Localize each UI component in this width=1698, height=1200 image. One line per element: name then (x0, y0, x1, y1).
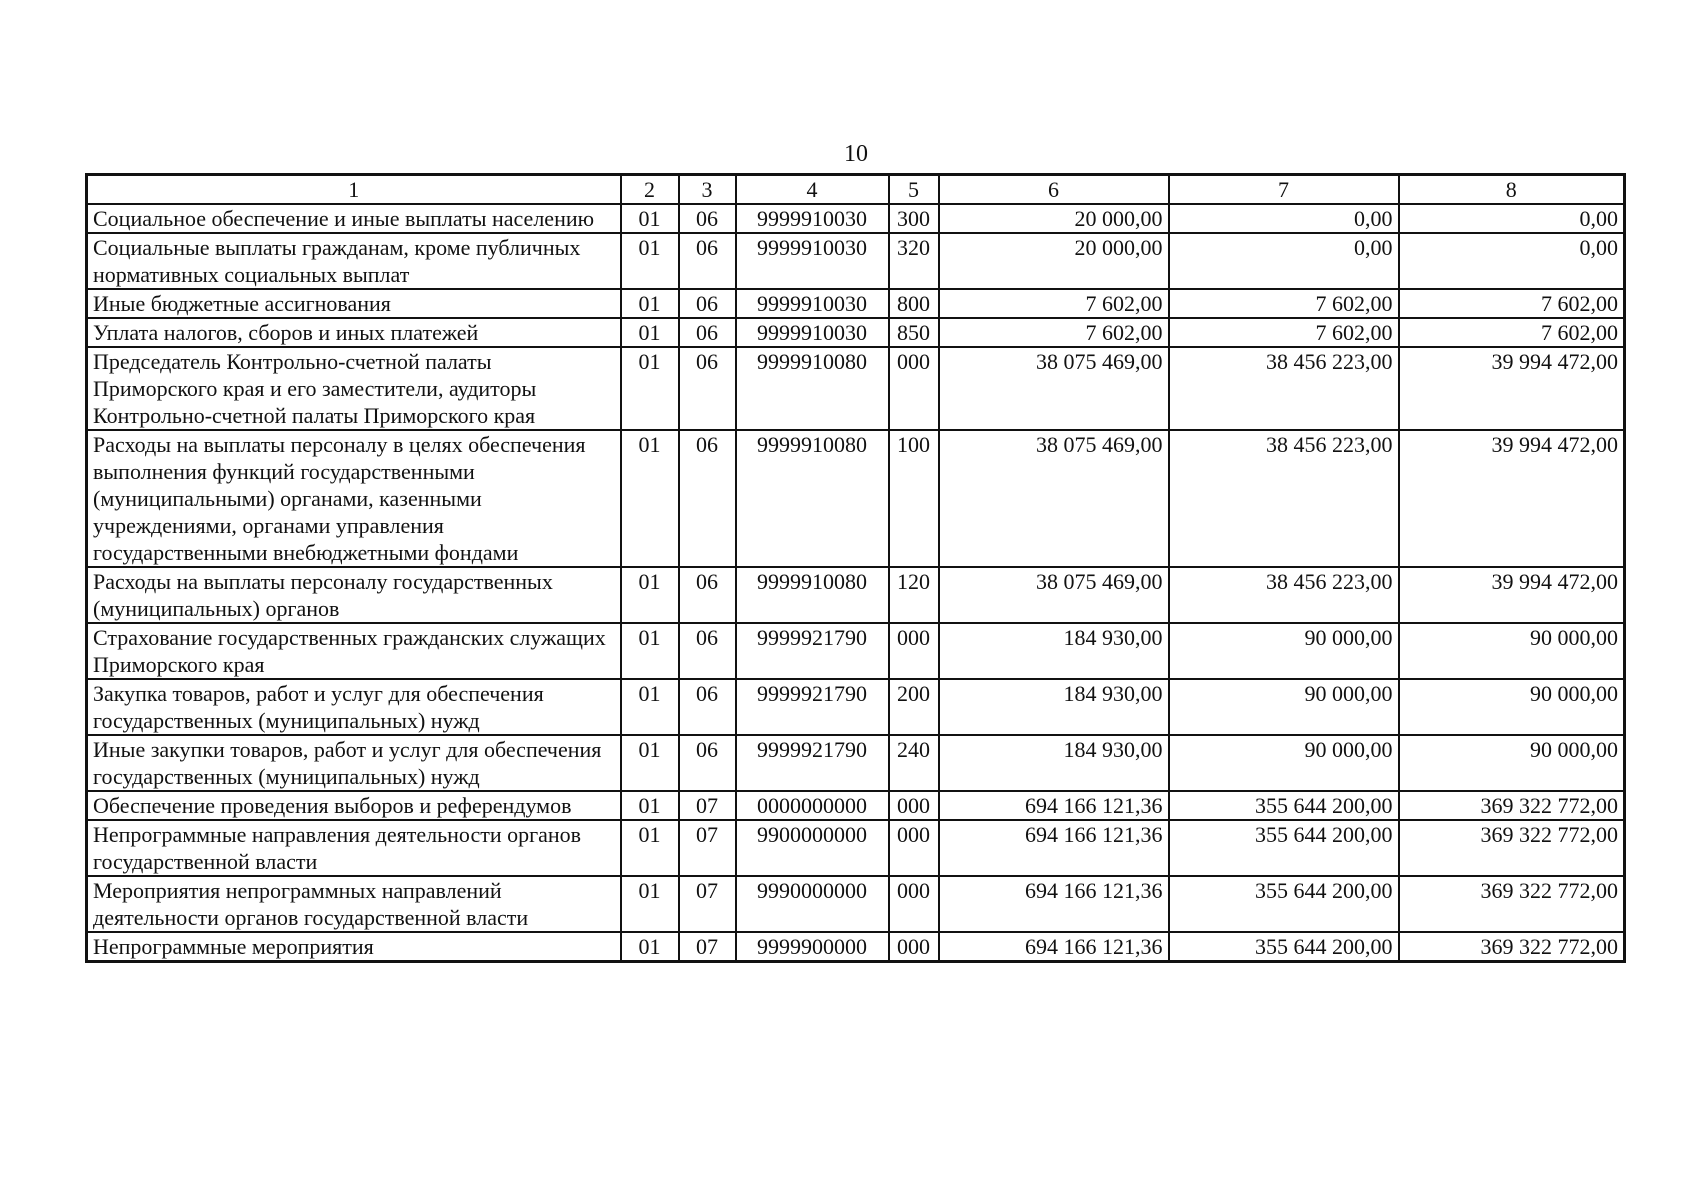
amount-cell-6: 38 075 469,00 (939, 567, 1169, 623)
column-header: 2 (621, 175, 679, 205)
amount-cell-7: 355 644 200,00 (1169, 791, 1399, 820)
section-code-cell: 01 (621, 679, 679, 735)
amount-cell-6: 694 166 121,36 (939, 932, 1169, 962)
expense-type-cell: 000 (889, 791, 939, 820)
page-number: 10 (844, 141, 868, 167)
column-header: 5 (889, 175, 939, 205)
subsection-code-cell: 06 (679, 735, 736, 791)
row-name-cell: Расходы на выплаты персоналу в целях обеспечения выполнения функций государственными (муниципальными) органами, казенными учреждениями, органами управления государственными внебюджетными фондами (87, 430, 621, 567)
row-name-cell: Закупка товаров, работ и услуг для обеспечения государственных (муниципальных) нужд (87, 679, 621, 735)
expense-type-cell: 800 (889, 289, 939, 318)
section-code-cell: 01 (621, 735, 679, 791)
target-article-cell: 9999910030 (736, 204, 889, 233)
row-name-cell: Страхование государственных гражданских служащих Приморского края (87, 623, 621, 679)
table-row (87, 289, 1625, 318)
amount-cell-8: 39 994 472,00 (1399, 567, 1625, 623)
column-header: 1 (87, 175, 621, 205)
amount-cell-8: 369 322 772,00 (1399, 932, 1625, 962)
expense-type-cell: 320 (889, 233, 939, 289)
section-code-cell: 01 (621, 876, 679, 932)
amount-cell-8: 39 994 472,00 (1399, 430, 1625, 567)
amount-cell-7: 7 602,00 (1169, 289, 1399, 318)
amount-cell-8: 369 322 772,00 (1399, 791, 1625, 820)
budget-table (85, 173, 1626, 963)
section-code-cell: 01 (621, 623, 679, 679)
target-article-cell: 9999910030 (736, 289, 889, 318)
amount-cell-8: 7 602,00 (1399, 318, 1625, 347)
amount-cell-6: 20 000,00 (939, 233, 1169, 289)
row-name-cell: Непрограммные направления деятельности органов государственной власти (87, 820, 621, 876)
table-row (87, 233, 1625, 289)
row-name-cell: Уплата налогов, сборов и иных платежей (87, 318, 621, 347)
amount-cell-6: 38 075 469,00 (939, 430, 1169, 567)
row-name-cell: Иные бюджетные ассигнования (87, 289, 621, 318)
subsection-code-cell: 07 (679, 820, 736, 876)
amount-cell-6: 38 075 469,00 (939, 347, 1169, 430)
subsection-code-cell: 06 (679, 679, 736, 735)
subsection-code-cell: 07 (679, 932, 736, 962)
amount-cell-8: 7 602,00 (1399, 289, 1625, 318)
amount-cell-6: 20 000,00 (939, 204, 1169, 233)
table-header-row (87, 175, 1625, 205)
subsection-code-cell: 07 (679, 876, 736, 932)
table-row (87, 791, 1625, 820)
subsection-code-cell: 06 (679, 204, 736, 233)
section-code-cell: 01 (621, 289, 679, 318)
amount-cell-6: 694 166 121,36 (939, 791, 1169, 820)
target-article-cell: 9999921790 (736, 679, 889, 735)
amount-cell-8: 0,00 (1399, 233, 1625, 289)
row-name-cell: Непрограммные мероприятия (87, 932, 621, 962)
expense-type-cell: 100 (889, 430, 939, 567)
section-code-cell: 01 (621, 347, 679, 430)
column-header: 6 (939, 175, 1169, 205)
subsection-code-cell: 06 (679, 430, 736, 567)
section-code-cell: 01 (621, 820, 679, 876)
amount-cell-8: 90 000,00 (1399, 679, 1625, 735)
amount-cell-7: 38 456 223,00 (1169, 347, 1399, 430)
subsection-code-cell: 06 (679, 623, 736, 679)
target-article-cell: 9999910080 (736, 430, 889, 567)
row-name-cell: Мероприятия непрограммных направлений деятельности органов государственной власти (87, 876, 621, 932)
row-name-cell: Социальное обеспечение и иные выплаты населению (87, 204, 621, 233)
column-header: 7 (1169, 175, 1399, 205)
table-row (87, 876, 1625, 932)
amount-cell-6: 7 602,00 (939, 318, 1169, 347)
section-code-cell: 01 (621, 932, 679, 962)
expense-type-cell: 300 (889, 204, 939, 233)
row-name-cell: Иные закупки товаров, работ и услуг для обеспечения государственных (муниципальных) нужд (87, 735, 621, 791)
expense-type-cell: 850 (889, 318, 939, 347)
table-row (87, 679, 1625, 735)
amount-cell-7: 38 456 223,00 (1169, 430, 1399, 567)
amount-cell-7: 90 000,00 (1169, 735, 1399, 791)
section-code-cell: 01 (621, 318, 679, 347)
amount-cell-7: 355 644 200,00 (1169, 932, 1399, 962)
column-header: 4 (736, 175, 889, 205)
expense-type-cell: 240 (889, 735, 939, 791)
table-row (87, 623, 1625, 679)
row-name-cell: Расходы на выплаты персоналу государственных (муниципальных) органов (87, 567, 621, 623)
table-row (87, 204, 1625, 233)
target-article-cell: 9990000000 (736, 876, 889, 932)
table-row (87, 735, 1625, 791)
column-header: 8 (1399, 175, 1625, 205)
subsection-code-cell: 06 (679, 233, 736, 289)
amount-cell-7: 90 000,00 (1169, 679, 1399, 735)
column-header: 3 (679, 175, 736, 205)
amount-cell-8: 0,00 (1399, 204, 1625, 233)
table-row (87, 567, 1625, 623)
amount-cell-7: 0,00 (1169, 233, 1399, 289)
table-row (87, 430, 1625, 567)
amount-cell-6: 694 166 121,36 (939, 820, 1169, 876)
table-row (87, 932, 1625, 962)
expense-type-cell: 120 (889, 567, 939, 623)
expense-type-cell: 000 (889, 932, 939, 962)
section-code-cell: 01 (621, 430, 679, 567)
subsection-code-cell: 06 (679, 289, 736, 318)
amount-cell-7: 355 644 200,00 (1169, 820, 1399, 876)
target-article-cell: 9999910080 (736, 567, 889, 623)
target-article-cell: 0000000000 (736, 791, 889, 820)
expense-type-cell: 000 (889, 876, 939, 932)
table-row (87, 318, 1625, 347)
row-name-cell: Обеспечение проведения выборов и референдумов (87, 791, 621, 820)
expense-type-cell: 000 (889, 623, 939, 679)
amount-cell-6: 184 930,00 (939, 735, 1169, 791)
amount-cell-7: 7 602,00 (1169, 318, 1399, 347)
amount-cell-6: 694 166 121,36 (939, 876, 1169, 932)
expense-type-cell: 200 (889, 679, 939, 735)
target-article-cell: 9999910030 (736, 233, 889, 289)
amount-cell-7: 355 644 200,00 (1169, 876, 1399, 932)
target-article-cell: 9900000000 (736, 820, 889, 876)
target-article-cell: 9999910080 (736, 347, 889, 430)
section-code-cell: 01 (621, 233, 679, 289)
target-article-cell: 9999900000 (736, 932, 889, 962)
subsection-code-cell: 06 (679, 567, 736, 623)
section-code-cell: 01 (621, 567, 679, 623)
row-name-cell: Председатель Контрольно-счетной палаты Приморского края и его заместители, аудиторы Контрольно-счетной палаты Приморского края (87, 347, 621, 430)
amount-cell-8: 90 000,00 (1399, 623, 1625, 679)
amount-cell-7: 90 000,00 (1169, 623, 1399, 679)
section-code-cell: 01 (621, 791, 679, 820)
amount-cell-7: 0,00 (1169, 204, 1399, 233)
amount-cell-7: 38 456 223,00 (1169, 567, 1399, 623)
target-article-cell: 9999921790 (736, 623, 889, 679)
amount-cell-6: 184 930,00 (939, 679, 1169, 735)
table-row (87, 347, 1625, 430)
amount-cell-8: 39 994 472,00 (1399, 347, 1625, 430)
table-row (87, 820, 1625, 876)
subsection-code-cell: 06 (679, 347, 736, 430)
amount-cell-6: 7 602,00 (939, 289, 1169, 318)
target-article-cell: 9999921790 (736, 735, 889, 791)
expense-type-cell: 000 (889, 347, 939, 430)
row-name-cell: Социальные выплаты гражданам, кроме публичных нормативных социальных выплат (87, 233, 621, 289)
amount-cell-8: 369 322 772,00 (1399, 876, 1625, 932)
section-code-cell: 01 (621, 204, 679, 233)
amount-cell-8: 90 000,00 (1399, 735, 1625, 791)
amount-cell-6: 184 930,00 (939, 623, 1169, 679)
subsection-code-cell: 07 (679, 791, 736, 820)
target-article-cell: 9999910030 (736, 318, 889, 347)
amount-cell-8: 369 322 772,00 (1399, 820, 1625, 876)
expense-type-cell: 000 (889, 820, 939, 876)
subsection-code-cell: 06 (679, 318, 736, 347)
